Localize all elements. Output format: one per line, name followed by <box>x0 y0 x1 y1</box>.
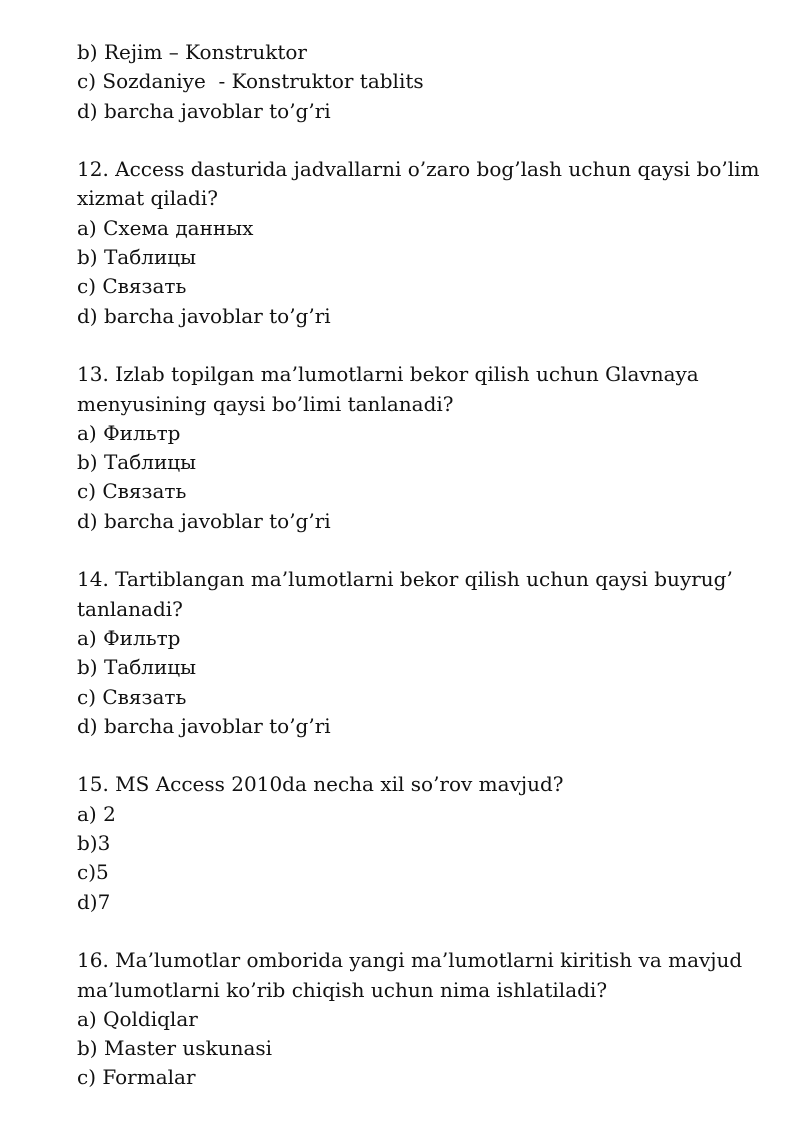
question-text: 15. MS Access 2010da necha xil so’rov mavjud? <box>77 772 564 797</box>
option-text: a) Схема данных <box>77 215 254 240</box>
spacer <box>77 536 777 565</box>
question-15 <box>77 770 777 916</box>
option-text: d) barcha javoblar to’g’ri <box>77 98 331 123</box>
question-text: ma’lumotlarni ko’rib chiqish uchun nima ishlatiladi? <box>77 977 608 1002</box>
option-text: d) barcha javoblar to’g’ri <box>77 508 331 533</box>
spacer <box>77 917 777 946</box>
option-text: c) Sozdaniye - Konstruktor tablits <box>77 69 424 94</box>
option-text: c) Связать <box>77 479 187 504</box>
question-13 <box>77 360 777 536</box>
spacer <box>77 741 777 770</box>
option-text: b) Rejim – Konstruktor <box>77 40 307 64</box>
document-page <box>77 38 777 1093</box>
question-16 <box>77 946 777 1092</box>
option-text: b) Таблицы <box>77 245 197 270</box>
carryover-options <box>77 38 777 126</box>
option-text: a) Qoldiqlar <box>77 1006 198 1031</box>
question-text: menyusining qaysi bo’limi tanlanadi? <box>77 391 454 416</box>
question-text: 13. Izlab topilgan ma’lumotlarni bekor qilish uchun Glavnaya <box>77 362 699 387</box>
option-text: b) Таблицы <box>77 450 197 475</box>
question-text: xizmat qiladi? <box>77 186 218 211</box>
question-text: 14. Tartiblangan ma’lumotlarni bekor qilish uchun qaysi buyrug’ <box>77 567 733 592</box>
question-text: tanlanadi? <box>77 596 183 621</box>
option-text: a) Фильтр <box>77 420 181 445</box>
question-12 <box>77 155 777 331</box>
option-text: b) Таблицы <box>77 655 197 680</box>
spacer <box>77 331 777 360</box>
option-text: c) Связать <box>77 274 187 299</box>
option-text: a) 2 <box>77 801 116 826</box>
option-text: b)3 <box>77 831 111 856</box>
question-text: 12. Access dasturida jadvallarni o’zaro bog’lash uchun qaysi bo’lim <box>77 157 760 182</box>
question-text: 16. Ma’lumotlar omborida yangi ma’lumotlarni kiritish va mavjud <box>77 948 743 973</box>
option-text: d) barcha javoblar to’g’ri <box>77 713 331 738</box>
question-14 <box>77 565 777 741</box>
option-text: c) Связать <box>77 684 187 709</box>
option-text: a) Фильтр <box>77 625 181 650</box>
option-text: d)7 <box>77 889 111 914</box>
option-text: c)5 <box>77 860 109 885</box>
option-text: d) barcha javoblar to’g’ri <box>77 303 331 328</box>
option-text: c) Formalar <box>77 1065 196 1090</box>
spacer <box>77 126 777 155</box>
option-text: b) Master uskunasi <box>77 1036 273 1061</box>
